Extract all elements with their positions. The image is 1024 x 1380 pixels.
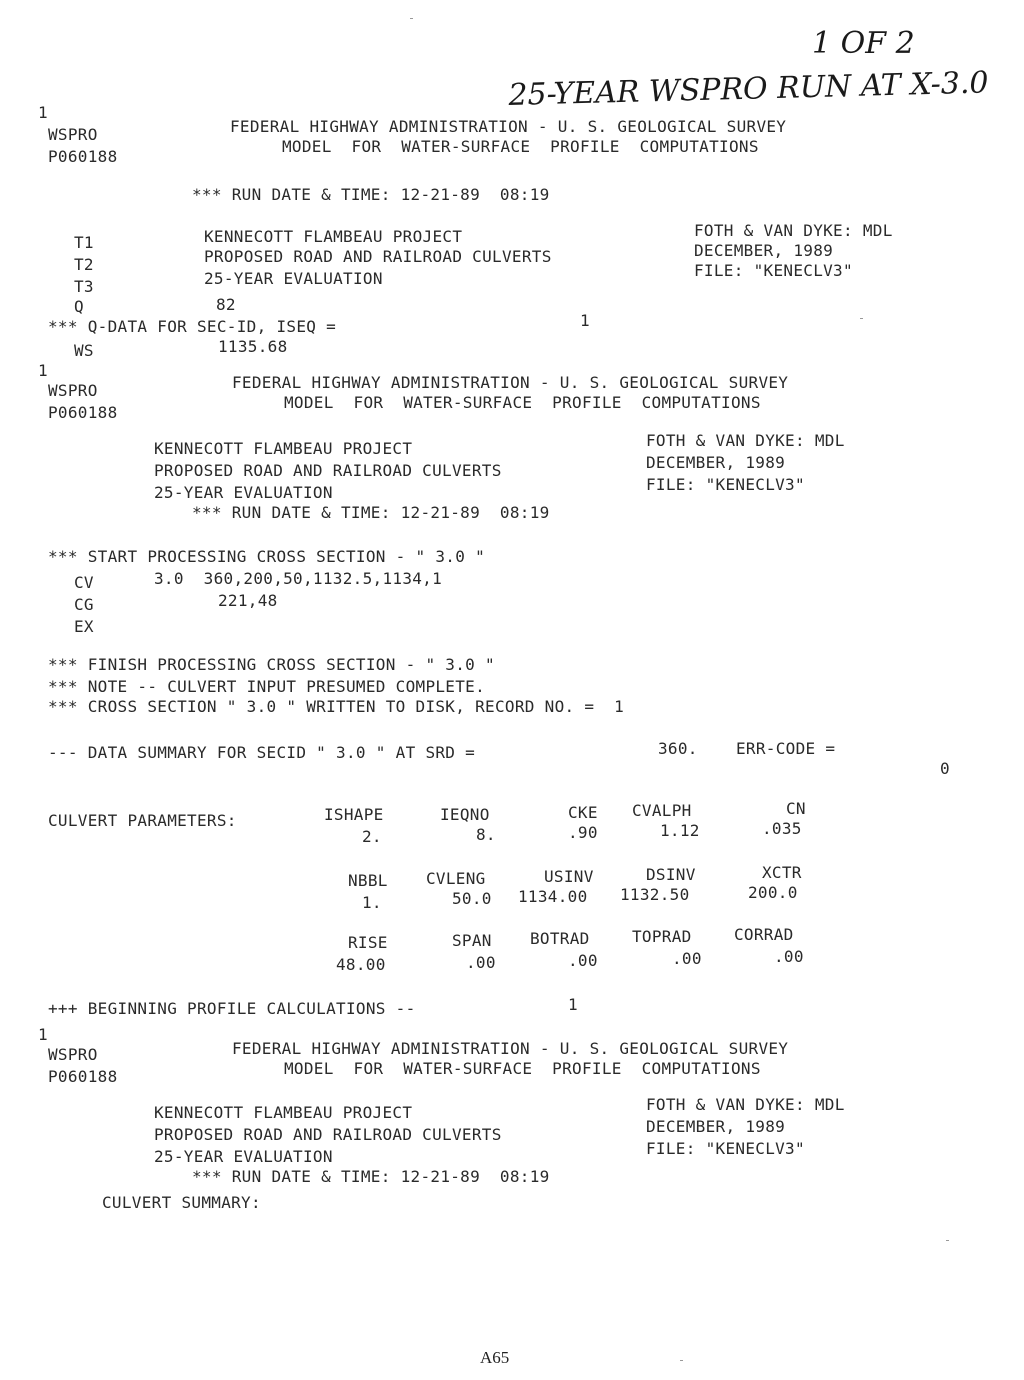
date-line: DECEMBER, 1989 [694, 241, 834, 260]
param-header: USINV [544, 867, 594, 886]
ws-value: 1135.68 [218, 337, 288, 356]
ex-code: EX [74, 617, 94, 636]
q-value: 82 [216, 295, 236, 314]
param-header: XCTR [762, 863, 802, 882]
run-date-line: *** RUN DATE & TIME: 12-21-89 08:19 [192, 503, 550, 522]
handwritten-page-count: 1 OF 2 [812, 26, 915, 61]
scan-speck [946, 1240, 949, 1241]
param-header: ISHAPE [324, 805, 384, 824]
culvert-summary-label: CULVERT SUMMARY: [102, 1193, 261, 1212]
param-value: 50.0 [452, 889, 492, 908]
param-header: CKE [568, 803, 598, 822]
agency-line: FEDERAL HIGHWAY ADMINISTRATION - U. S. GEOLOGICAL SURVEY [232, 1039, 789, 1058]
title-text-t2: PROPOSED ROAD AND RAILROAD CULVERTS [204, 247, 552, 266]
form-feed-marker: 1 [38, 1025, 48, 1044]
param-value: .00 [672, 949, 702, 968]
agency-line: FEDERAL HIGHWAY ADMINISTRATION - U. S. GEOLOGICAL SURVEY [230, 117, 787, 136]
param-value: .00 [568, 951, 598, 970]
param-value: 200.0 [748, 883, 798, 902]
page-number: A65 [480, 1348, 510, 1367]
qdata-line: *** Q-DATA FOR SEC-ID, ISEQ = [48, 317, 337, 336]
file-line: FILE: "KENECLV3" [646, 1139, 805, 1158]
company-line: FOTH & VAN DYKE: MDL [646, 1095, 845, 1114]
date-line: DECEMBER, 1989 [646, 453, 786, 472]
company-line: FOTH & VAN DYKE: MDL [694, 221, 893, 240]
handwritten-run-note: 25-YEAR WSPRO RUN AT X-3.0 [508, 65, 989, 113]
ws-code: WS [74, 341, 94, 360]
culvert-note-line: *** NOTE -- CULVERT INPUT PRESUMED COMPLETE. [48, 677, 486, 696]
param-header: IEQNO [440, 805, 490, 824]
date-line: DECEMBER, 1989 [646, 1117, 786, 1136]
q-code: Q [74, 297, 84, 316]
program-id: P060188 [48, 1067, 118, 1086]
program-id: P060188 [48, 147, 118, 166]
written-to-disk-line: *** CROSS SECTION " 3.0 " WRITTEN TO DISK, RECORD NO. = 1 [48, 697, 625, 716]
param-value: 8. [476, 825, 496, 844]
param-value: 1132.50 [620, 885, 690, 904]
title-code-t3: T3 [74, 277, 94, 296]
form-feed-marker: 1 [38, 103, 48, 122]
title-text-t2: PROPOSED ROAD AND RAILROAD CULVERTS [154, 461, 502, 480]
finish-processing-line: *** FINISH PROCESSING CROSS SECTION - " 3.0 " [48, 655, 495, 674]
file-line: FILE: "KENECLV3" [646, 475, 805, 494]
title-text-t1: KENNECOTT FLAMBEAU PROJECT [204, 227, 463, 246]
form-feed-marker: 1 [38, 361, 48, 380]
cv-code: CV [74, 573, 94, 592]
title-text-t1: KENNECOTT FLAMBEAU PROJECT [154, 439, 413, 458]
param-value: 2. [362, 827, 382, 846]
profile-calculations-line: +++ BEGINNING PROFILE CALCULATIONS -- [48, 999, 416, 1018]
cg-text: 221,48 [218, 591, 278, 610]
param-header: TOPRAD [632, 927, 692, 946]
company-line: FOTH & VAN DYKE: MDL [646, 431, 845, 450]
param-value: 1.12 [660, 821, 700, 840]
agency-line: FEDERAL HIGHWAY ADMINISTRATION - U. S. GEOLOGICAL SURVEY [232, 373, 789, 392]
file-line: FILE: "KENECLV3" [694, 261, 853, 280]
param-value: .035 [762, 819, 802, 838]
start-processing-line: *** START PROCESSING CROSS SECTION - " 3.0 " [48, 547, 486, 566]
title-text-t1: KENNECOTT FLAMBEAU PROJECT [154, 1103, 413, 1122]
param-value: .90 [568, 823, 598, 842]
title-text-t3: 25-YEAR EVALUATION [154, 1147, 333, 1166]
param-header: DSINV [646, 865, 696, 884]
param-header: CVALPH [632, 801, 692, 820]
model-line: MODEL FOR WATER-SURFACE PROFILE COMPUTATIONS [282, 137, 759, 156]
scan-speck [680, 1360, 683, 1361]
culvert-parameters-label: CULVERT PARAMETERS: [48, 811, 237, 830]
model-line: MODEL FOR WATER-SURFACE PROFILE COMPUTATIONS [284, 1059, 761, 1078]
title-text-t3: 25-YEAR EVALUATION [204, 269, 383, 288]
scan-speck [410, 18, 413, 19]
qdata-value: 1 [580, 311, 590, 330]
cv-text: 3.0 360,200,50,1132.5,1134,1 [154, 569, 443, 588]
program-name: WSPRO [48, 1045, 98, 1064]
data-summary-line: --- DATA SUMMARY FOR SECID " 3.0 " AT SRD = [48, 743, 476, 762]
program-name: WSPRO [48, 125, 98, 144]
param-header: CN [786, 799, 806, 818]
program-id: P060188 [48, 403, 118, 422]
param-value: .00 [466, 953, 496, 972]
param-header: BOTRAD [530, 929, 590, 948]
cg-code: CG [74, 595, 94, 614]
program-name: WSPRO [48, 381, 98, 400]
err-code-value: 0 [940, 759, 950, 778]
param-header: SPAN [452, 931, 492, 950]
param-header: CORRAD [734, 925, 794, 944]
param-value: .00 [774, 947, 804, 966]
title-text-t3: 25-YEAR EVALUATION [154, 483, 333, 502]
param-header: RISE [348, 933, 388, 952]
param-value: 48.00 [336, 955, 386, 974]
err-code-label: ERR-CODE = [736, 739, 836, 758]
title-code-t1: T1 [74, 233, 94, 252]
srd-value: 360. [658, 739, 698, 758]
run-date-line: *** RUN DATE & TIME: 12-21-89 08:19 [192, 1167, 550, 1186]
model-line: MODEL FOR WATER-SURFACE PROFILE COMPUTATIONS [284, 393, 761, 412]
scan-speck [860, 318, 863, 319]
run-date-line: *** RUN DATE & TIME: 12-21-89 08:19 [192, 185, 550, 204]
title-text-t2: PROPOSED ROAD AND RAILROAD CULVERTS [154, 1125, 502, 1144]
profile-calculations-value: 1 [568, 995, 578, 1014]
param-header: NBBL [348, 871, 388, 890]
param-value: 1134.00 [518, 887, 588, 906]
param-header: CVLENG [426, 869, 486, 888]
title-code-t2: T2 [74, 255, 94, 274]
param-value: 1. [362, 893, 382, 912]
